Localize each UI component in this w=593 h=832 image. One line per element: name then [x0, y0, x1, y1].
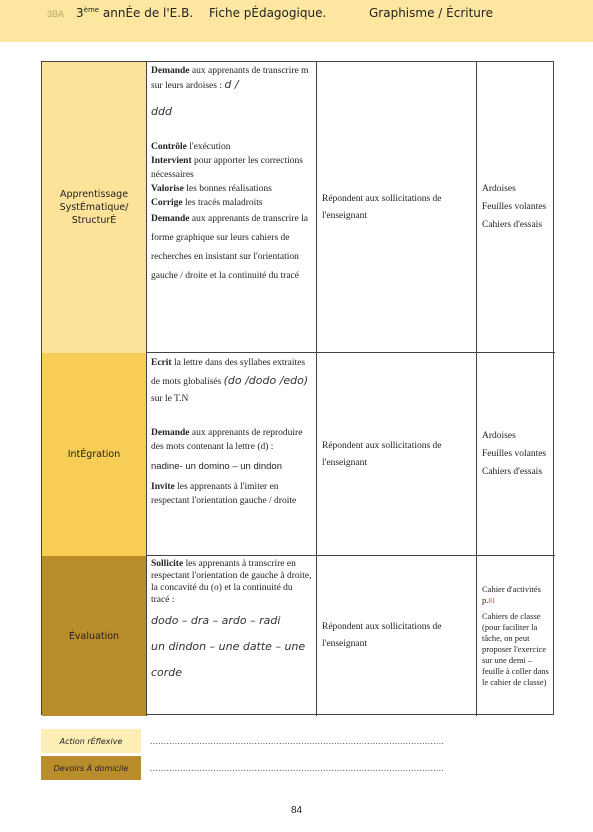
material-item: Feuilles volantes	[482, 202, 547, 212]
phase-label: SystÉmatique/	[59, 202, 129, 213]
verb-label: Intervient	[151, 156, 192, 166]
grade-text: annÉe de l'E.B.	[99, 6, 194, 20]
activity-text: les apprenants à l'imiter en respectant l'orientation gauche / droite	[151, 482, 297, 506]
header-code: 3BA	[47, 9, 65, 19]
phase-label: IntÉgration	[67, 449, 121, 460]
grade-number: 3	[76, 6, 84, 20]
activity-text: aux apprenants de transcrire la forme graphique sur leurs cahiers de recherches en insistant sur l'orientation gauche / droite et la continuité du tracé	[151, 214, 308, 281]
handwriting-sample: dodo – dra – ardo – radi	[151, 614, 281, 627]
phase-label: Évaluation	[68, 630, 120, 642]
phase-cell-apprentissage	[42, 62, 146, 353]
action-reflexive-line: ...........................................................................................................	[150, 736, 445, 746]
activities-cell	[146, 353, 316, 556]
lesson-table	[41, 61, 554, 715]
handwriting-sample: (do /dodo /edo)	[223, 374, 309, 387]
activity-text: l'exécution	[186, 142, 231, 152]
homework-label: Devoirs À domicile	[41, 756, 141, 780]
homework-line: ...........................................................................................................	[150, 763, 445, 773]
activity-text: les tracés maladroits	[182, 198, 263, 208]
response-text: Répondent aux sollicitations de l'enseignant	[322, 193, 442, 221]
word-list: nadine- un domino – un dindon	[151, 461, 282, 472]
material-item: Cahiers d'essais	[482, 467, 543, 477]
material-item: Ardoises	[482, 184, 516, 194]
verb-label: Valorise	[151, 184, 184, 194]
materials-cell	[476, 353, 555, 556]
page-ref: 81	[488, 597, 496, 605]
handwriting-sample: d /	[224, 78, 239, 91]
header-subject: Graphisme / Écriture	[369, 6, 493, 20]
phase-label: StructurÉ	[71, 215, 117, 226]
activity-text: les bonnes réalisations	[183, 184, 272, 194]
response-text: Répondent aux sollicitations de l'enseignant	[322, 622, 442, 649]
grade-suffix: ème	[83, 6, 100, 14]
verb-label: Sollicite	[151, 559, 184, 569]
material-item: Cahiers d'essais	[482, 220, 543, 230]
verb-label: Demande	[151, 214, 190, 224]
material-item: Cahiers de classe (pour faciliter la tâche, on peut proposer l'exercice sur une demi –feuille à coller dans le cahier de classe)	[482, 611, 549, 687]
material-item: Ardoises	[482, 431, 516, 441]
activity-text: aux apprenants de transcrire m sur leurs ardoises :	[151, 66, 309, 91]
response-cell	[316, 62, 476, 353]
verb-label: Contrôle	[151, 142, 187, 152]
activity-text: la lettre dans des syllabes extraites de mots globalisés	[151, 358, 306, 387]
response-text: Répondent aux sollicitations de l'enseignant	[322, 440, 442, 468]
handwriting-sample: un dindon – une datte – une	[151, 640, 306, 653]
activities-cell	[146, 556, 316, 716]
material-text: Cahier d'activités p.	[482, 584, 541, 605]
material-item: Feuilles volantes	[482, 449, 547, 459]
activity-text: sur le T.N	[151, 394, 189, 404]
verb-label: Demande	[151, 66, 190, 76]
verb-label: Invite	[151, 482, 175, 492]
phase-cell-evaluation	[42, 556, 146, 716]
phase-cell-integration	[42, 353, 146, 556]
activity-text: les apprenants à transcrire en respectant l'orientation de gauche à droite, la concavité du (o) et la continuité du tracé :	[151, 559, 312, 605]
activities-cell	[146, 62, 316, 353]
material-item	[482, 584, 551, 607]
materials-cell	[476, 62, 555, 353]
header-fiche: Fiche pÉdagogique.	[209, 6, 327, 20]
materials-cell	[476, 556, 555, 716]
verb-label: Ecrit	[151, 358, 172, 368]
handwriting-sample: corde	[151, 666, 183, 679]
response-cell	[316, 353, 476, 556]
verb-label: Corrige	[151, 198, 183, 208]
verb-label: Demande	[151, 428, 190, 438]
header-grade	[76, 6, 193, 20]
page-header	[0, 0, 593, 42]
activity-text: aux apprenants de reproduire des mots contenant la lettre (d) :	[151, 428, 303, 452]
handwriting-sample: ddd	[151, 105, 172, 118]
phase-label: Apprentissage	[59, 189, 129, 200]
activity-text: pour apporter les corrections nécessaires	[151, 156, 303, 180]
page-number: 84	[290, 805, 303, 816]
action-reflexive-label: Action rÉflexive	[41, 729, 141, 753]
response-cell	[316, 556, 476, 716]
